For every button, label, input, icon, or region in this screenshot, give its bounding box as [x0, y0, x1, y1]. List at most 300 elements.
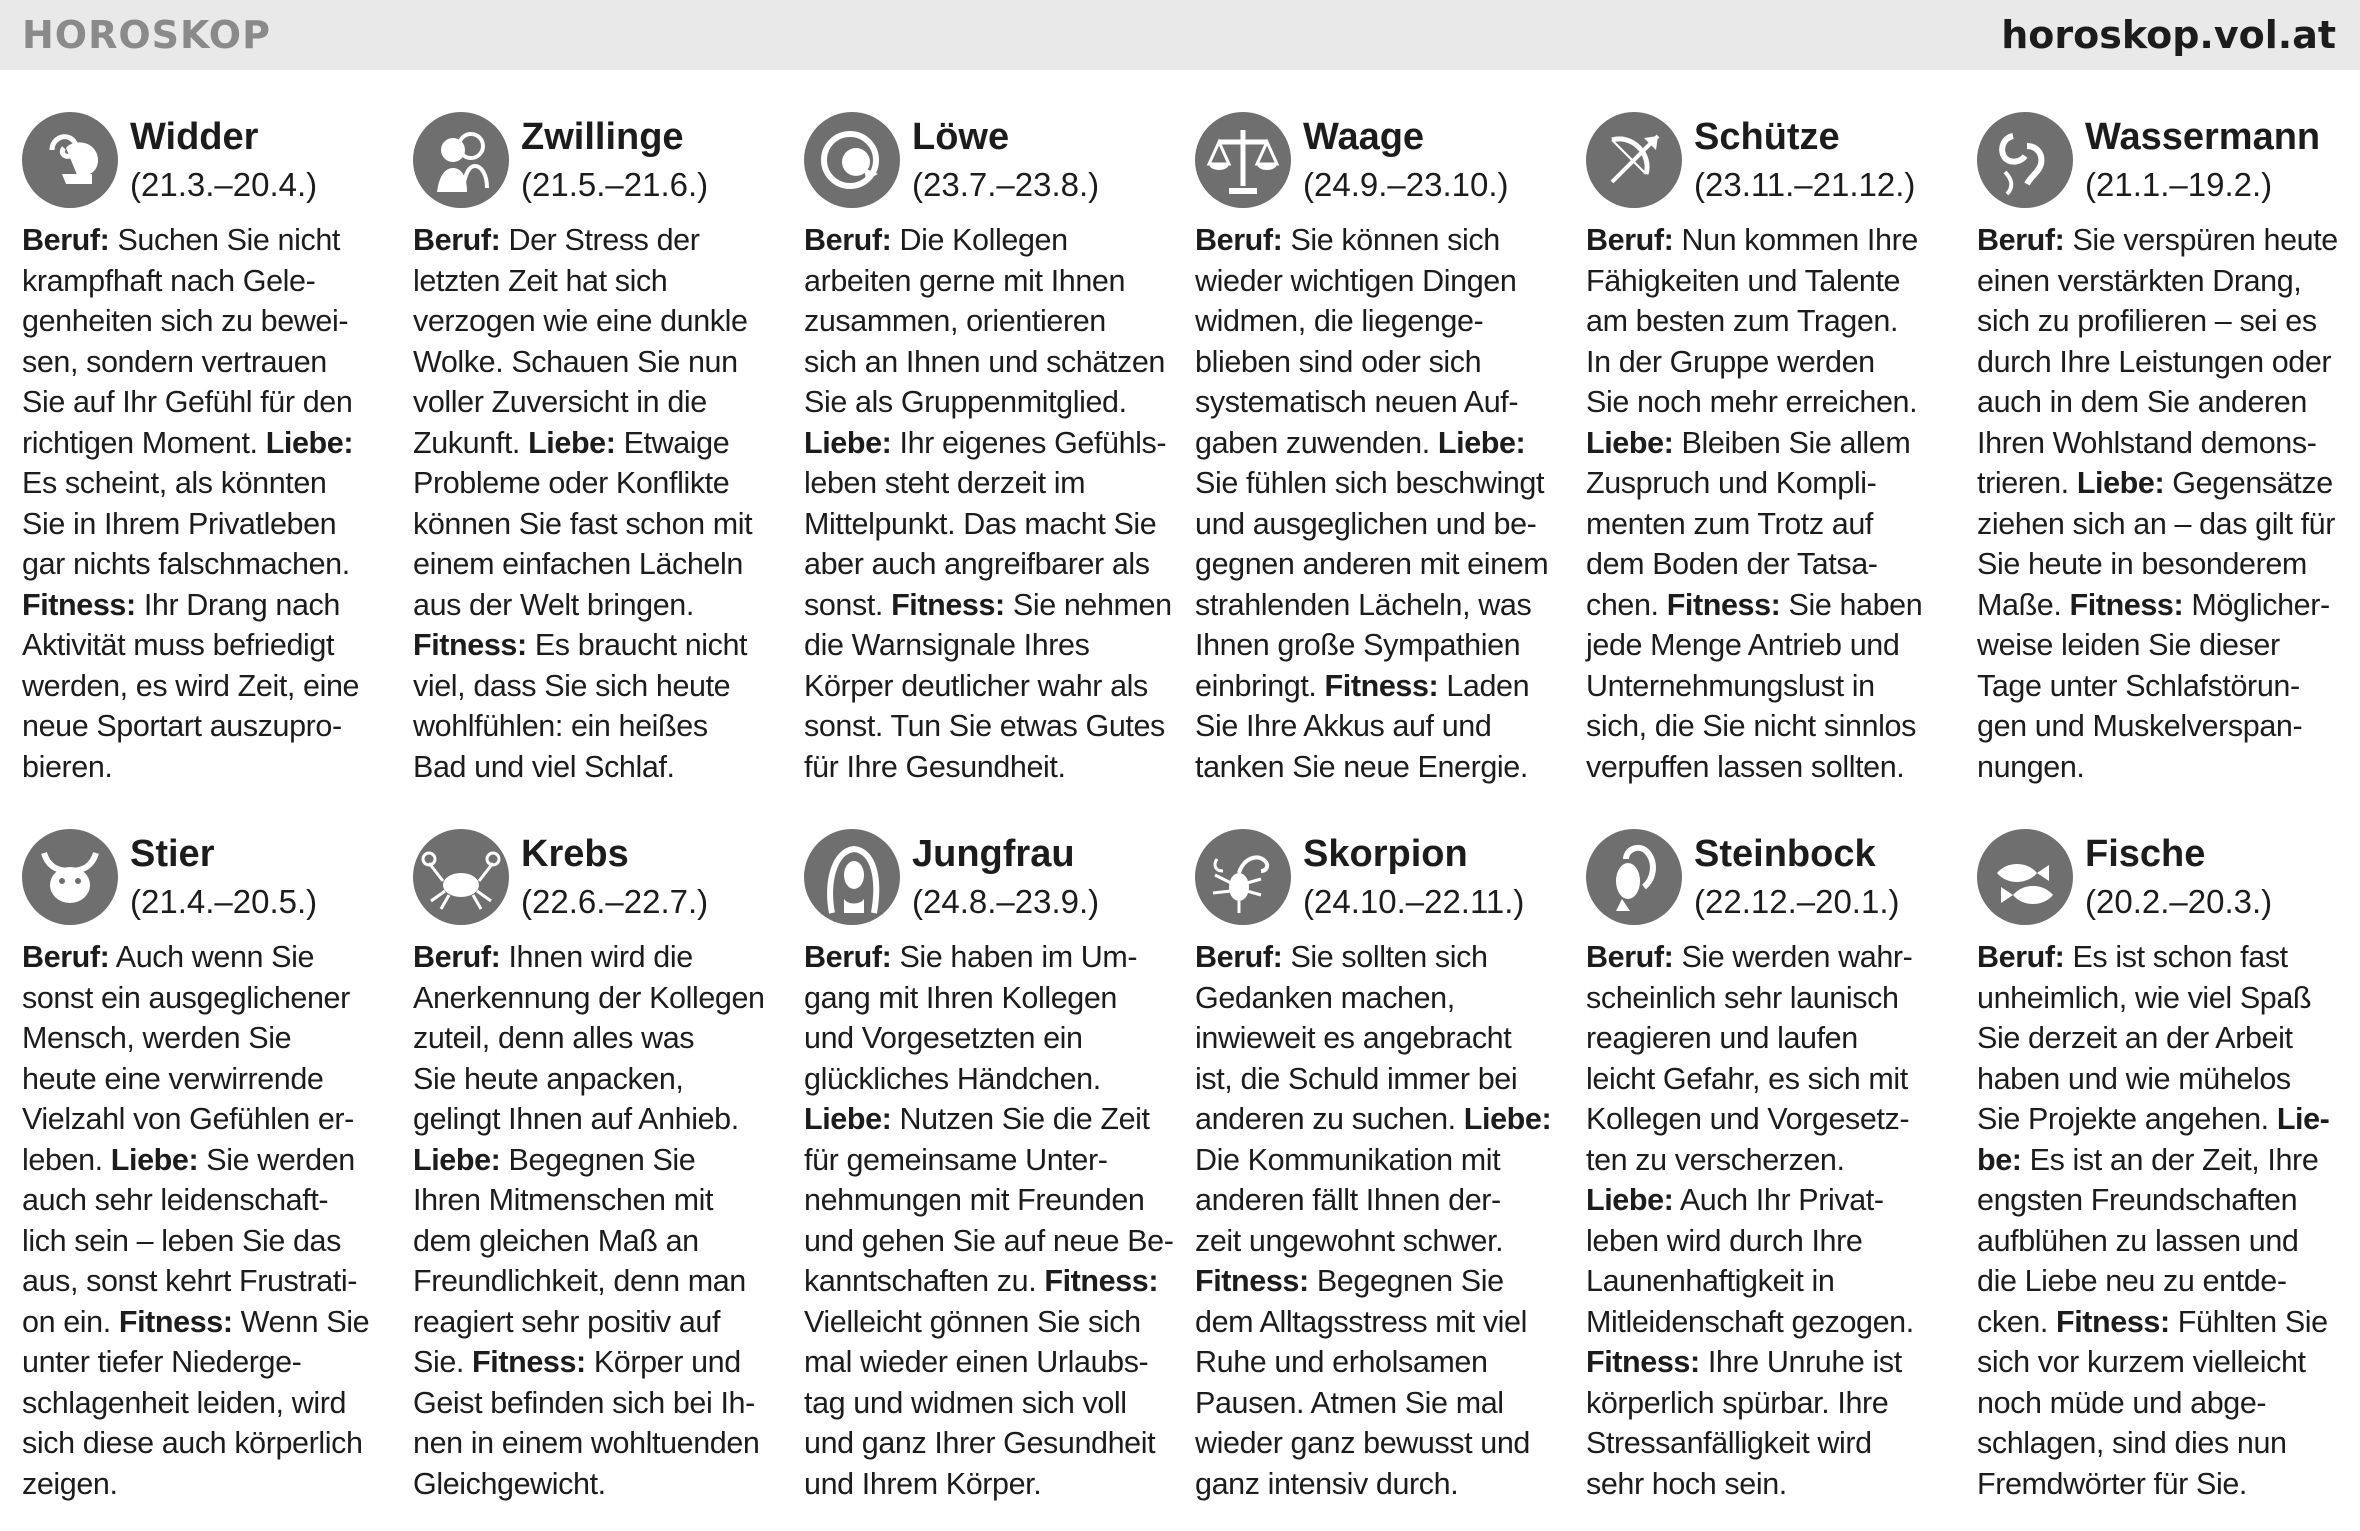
text-segment: cken. [1977, 1304, 2056, 1339]
text-line [804, 937, 1170, 978]
text-line [22, 382, 388, 423]
text-line [1586, 1302, 1952, 1343]
sign-dates: (21.1.–19.2.) [2085, 166, 2273, 203]
text-line [804, 423, 1170, 464]
sign-dates: (21.5.–21.6.) [521, 166, 709, 203]
text-line [1586, 937, 1952, 978]
text-line [1586, 544, 1952, 585]
text-segment: Kollegen und Vorgesetz- [1586, 1102, 1910, 1136]
leo-lion-icon [804, 112, 900, 208]
text-segment: gegnen anderen mit einem [1195, 547, 1549, 581]
text-line [1586, 666, 1952, 707]
text-line [804, 504, 1170, 545]
text-segment: strahlenden Lächeln, was [1195, 587, 1532, 622]
text-segment: unheimlich, wie viel Spaß [1977, 980, 2312, 1015]
text-line [1586, 463, 1952, 504]
section-label: Liebe: [1437, 425, 1526, 460]
text-line [804, 261, 1170, 302]
section-label: Lie- [2276, 1102, 2330, 1136]
text-line [22, 585, 388, 626]
text-line [1977, 1423, 2343, 1464]
text-line [413, 1221, 779, 1262]
text-segment: Vielleicht gönnen Sie sich [804, 1304, 1141, 1339]
sign-header [22, 829, 388, 929]
text-line [1195, 585, 1561, 626]
text-line [1586, 706, 1952, 747]
text-line [1586, 1383, 1952, 1424]
sign-name: Skorpion [1303, 833, 1468, 875]
text-line [1977, 261, 2343, 302]
text-segment: Zuspruch und Kompli- [1586, 466, 1877, 500]
text-segment: anderen zu suchen. [1195, 1102, 1464, 1136]
section-label: Fitness: [891, 587, 1005, 622]
text-line [804, 706, 1170, 747]
text-line [1195, 463, 1561, 504]
text-line [1586, 301, 1952, 342]
text-segment: ten zu verscherzen. [1586, 1142, 1845, 1177]
text-segment: Ihren Wohlstand demons- [1977, 425, 2317, 460]
text-line [1977, 382, 2343, 423]
text-segment: inwieweit es angebracht [1195, 1021, 1512, 1055]
text-segment: Sie werden [198, 1142, 355, 1177]
text-line [1977, 1261, 2343, 1302]
section-label: Fitness: [1044, 1264, 1159, 1298]
text-segment: anderen fällt Ihnen der- [1195, 1183, 1501, 1217]
text-line [413, 1342, 779, 1383]
text-line [1195, 625, 1561, 666]
section-label: Beruf: [1977, 940, 2065, 974]
text-line [1977, 625, 2343, 666]
text-line [1586, 1342, 1952, 1383]
text-segment: Sie verspüren heute [2064, 223, 2338, 257]
text-segment: Auch Ihr Privat- [1673, 1183, 1884, 1217]
text-line [22, 1099, 388, 1140]
horoscope-skorpion [1195, 829, 1561, 1504]
text-segment: für gemeinsame Unter- [804, 1142, 1108, 1177]
sign-header [1977, 829, 2343, 929]
text-segment: Begegnen Sie [1308, 1264, 1504, 1298]
text-line [22, 1423, 388, 1464]
cancer-crab-icon [413, 829, 509, 925]
sign-text [804, 220, 1170, 787]
sign-name: Steinbock [1694, 833, 1876, 875]
section-label: Beruf: [413, 223, 501, 257]
text-segment: Probleme oder Konflikte [413, 466, 730, 500]
text-line [1195, 1423, 1561, 1464]
sign-text [1195, 220, 1561, 787]
text-line [1586, 1099, 1952, 1140]
horoscope-stier [22, 829, 388, 1504]
text-segment: Es ist schon fast [2064, 940, 2288, 974]
section-label: Beruf: [22, 223, 110, 257]
text-segment: sich zu profilieren – sei es [1977, 304, 2317, 338]
sign-text [1977, 220, 2343, 787]
text-segment: dem Boden der Tatsa- [1586, 547, 1878, 581]
sign-text [413, 220, 779, 787]
sign-header [804, 112, 1170, 212]
text-segment: genheiten sich zu bewei- [22, 304, 349, 338]
text-line [1195, 666, 1561, 707]
text-line [1195, 220, 1561, 261]
sign-header [22, 112, 388, 212]
text-segment: trieren. [1977, 466, 2077, 500]
sign-dates: (24.10.–22.11.) [1303, 883, 1525, 920]
text-segment: die Liebe neu zu entde- [1977, 1264, 2287, 1298]
text-line [1586, 978, 1952, 1019]
text-line [1195, 1099, 1561, 1140]
text-line [22, 342, 388, 383]
text-segment: systematisch neuen Auf- [1195, 385, 1519, 419]
text-line [22, 1261, 388, 1302]
text-line [413, 220, 779, 261]
text-segment: ist, die Schuld immer bei [1195, 1061, 1518, 1096]
text-line [804, 1383, 1170, 1424]
text-segment: verpuffen lassen sollten. [1586, 749, 1905, 784]
text-segment: nungen. [1977, 749, 2085, 784]
text-segment: aus der Welt bringen. [413, 587, 694, 622]
text-line [413, 382, 779, 423]
text-line [1586, 1261, 1952, 1302]
text-segment: Sie in Ihrem Privatleben [22, 506, 337, 541]
text-segment: Auch wenn Sie [109, 940, 315, 974]
text-segment: weise leiden Sie dieser [1977, 628, 2280, 662]
text-segment: richtigen Moment. [22, 425, 266, 460]
text-line [1977, 1383, 2343, 1424]
text-segment: Ihnen wird die [500, 940, 693, 974]
text-segment: Ihr eigenes Gefühls- [891, 425, 1167, 460]
section-label: Fitness: [2055, 1304, 2170, 1339]
text-segment: bieren. [22, 749, 113, 784]
text-line [1195, 1140, 1561, 1181]
text-segment: Sie heute anpacken, [413, 1061, 684, 1096]
text-segment: und Ihrem Körper. [804, 1466, 1042, 1501]
text-line [804, 1423, 1170, 1464]
text-segment: einem einfachen Lächeln [413, 547, 743, 581]
text-segment: kanntschaften zu. [804, 1264, 1045, 1298]
text-line [804, 666, 1170, 707]
text-line [413, 585, 779, 626]
text-segment: Sie als Gruppenmitglied. [804, 385, 1127, 419]
sign-text [22, 220, 388, 787]
text-segment: voller Zuversicht in die [413, 385, 707, 419]
text-line [804, 1221, 1174, 1262]
section-label: Beruf: [804, 940, 892, 974]
section-label: Beruf: [1586, 223, 1674, 257]
text-segment: on ein. [22, 1304, 119, 1339]
text-line [413, 1099, 779, 1140]
text-segment: auch in dem Sie anderen [1977, 385, 2307, 419]
section-label: Liebe: [413, 1142, 501, 1177]
text-segment: einbringt. [1195, 668, 1325, 703]
sign-header [1977, 112, 2343, 212]
text-segment: tanken Sie neue Energie. [1195, 749, 1528, 784]
section-label: Beruf: [413, 940, 501, 974]
sign-text [804, 937, 1174, 1504]
text-segment: Sie Ihre Akkus auf und [1195, 709, 1492, 743]
sign-text [1195, 937, 1561, 1504]
text-line [1586, 261, 1952, 302]
text-line [1195, 706, 1561, 747]
section-label: Fitness: [22, 587, 136, 622]
text-line [1195, 301, 1561, 342]
text-line [1195, 1261, 1561, 1302]
text-line [804, 1140, 1170, 1181]
sign-text [1586, 937, 1952, 1504]
text-segment: Vielzahl von Gefühlen er- [22, 1102, 354, 1136]
text-segment: zeit ungewohnt schwer. [1195, 1223, 1504, 1258]
section-label: Liebe: [2076, 466, 2165, 500]
text-line [1977, 504, 2343, 545]
text-line [804, 382, 1170, 423]
section-label: Liebe: [1586, 1183, 1674, 1217]
capricorn-ibex-icon [1586, 829, 1682, 925]
text-line [413, 1302, 779, 1343]
text-line [1586, 1018, 1952, 1059]
text-line [22, 978, 388, 1019]
text-line [1586, 585, 1952, 626]
section-label: Beruf: [1586, 940, 1674, 974]
text-segment: Es braucht nicht [526, 628, 748, 662]
text-segment: durch Ihre Leistungen oder [1977, 344, 2332, 379]
sign-name: Krebs [521, 833, 629, 875]
text-line [413, 301, 779, 342]
text-line [22, 1018, 388, 1059]
text-segment: menten zum Trotz auf [1586, 506, 1873, 541]
horoscope-löwe [804, 112, 1170, 787]
text-segment: haben und wie mühelos [1977, 1061, 2291, 1096]
text-segment: und ausgeglichen und be- [1195, 506, 1537, 541]
section-label: Fitness: [1666, 587, 1781, 622]
aries-ram-icon [22, 112, 118, 208]
text-line [1586, 1464, 1952, 1505]
text-line [804, 978, 1170, 1019]
text-segment: sich an Ihnen und schätzen [804, 344, 1165, 379]
text-segment: Fühlten Sie [2169, 1304, 2328, 1339]
text-line [1586, 747, 1952, 788]
text-line [804, 1180, 1170, 1221]
text-segment: Wolke. Schauen Sie nun [413, 344, 738, 379]
text-segment: heute eine verwirrende [22, 1061, 324, 1096]
text-segment: Der Stress der [500, 223, 700, 257]
text-segment: blieben sind oder sich [1195, 344, 1482, 379]
text-segment: Gedanken machen, [1195, 980, 1455, 1015]
sign-dates: (23.11.–21.12.) [1694, 166, 1916, 203]
text-line [22, 220, 388, 261]
text-line [1977, 747, 2343, 788]
text-segment: Maße. [1977, 587, 2070, 622]
text-line [1195, 261, 1561, 302]
text-segment: Mensch, werden Sie [22, 1021, 292, 1055]
text-line [413, 1261, 779, 1302]
text-line [22, 301, 388, 342]
site-link[interactable]: horoskop.vol.at [2001, 13, 2336, 57]
text-segment: Ihnen große Sympathien [1195, 628, 1521, 662]
text-line [1195, 978, 1561, 1019]
text-segment: viel, dass Sie sich heute [413, 668, 731, 703]
sign-text [22, 937, 388, 1504]
libra-scales-icon [1195, 112, 1291, 208]
text-segment: Gleichgewicht. [413, 1466, 606, 1501]
text-segment: Gegensätze [2164, 466, 2333, 500]
section-label: Liebe: [804, 425, 892, 460]
text-segment: gaben zuwenden. [1195, 425, 1438, 460]
sign-dates: (23.7.–23.8.) [912, 166, 1100, 203]
section-label: Beruf: [1195, 940, 1283, 974]
text-segment: dem Alltagsstress mit viel [1195, 1304, 1527, 1339]
sign-text [1977, 937, 2343, 1504]
text-line [413, 504, 779, 545]
text-line [804, 1099, 1170, 1140]
section-label: Beruf: [1195, 223, 1283, 257]
text-segment: sehr hoch sein. [1586, 1466, 1787, 1501]
text-line [1195, 382, 1561, 423]
text-line [804, 1059, 1170, 1100]
sign-header [1195, 829, 1561, 929]
horoscope-jungfrau [804, 829, 1174, 1504]
text-segment: gelingt Ihnen auf Anhieb. [413, 1102, 739, 1136]
section-label: Fitness: [1586, 1345, 1700, 1379]
text-line [22, 1383, 388, 1424]
text-line [1195, 1018, 1561, 1059]
text-segment: neue Sportart auszupro- [22, 709, 342, 743]
text-segment: Freundlichkeit, denn man [413, 1264, 746, 1298]
text-segment: und ganz Ihrer Gesundheit [804, 1426, 1156, 1460]
text-segment: sich vor kurzem vielleicht [1977, 1345, 2306, 1379]
text-line [1586, 1140, 1952, 1181]
page-header [0, 0, 2360, 70]
text-line [1586, 1180, 1952, 1221]
text-segment: gar nichts falschmachen. [22, 547, 350, 581]
sign-dates: (22.6.–22.7.) [521, 883, 709, 920]
sign-text [413, 937, 779, 1504]
text-line [1977, 1099, 2343, 1140]
text-line [413, 463, 779, 504]
sign-name: Zwillinge [521, 116, 684, 158]
text-line [413, 1180, 779, 1221]
text-segment: Tage unter Schlafstörun- [1977, 668, 2300, 703]
text-segment: Unternehmungslust in [1586, 668, 1875, 703]
text-line [413, 1140, 779, 1181]
text-segment: wieder ganz bewusst und [1195, 1426, 1530, 1460]
sign-header [1586, 112, 1952, 212]
text-segment: und gehen Sie auf neue Be- [804, 1223, 1174, 1258]
text-segment: Aktivität muss befriedigt [22, 628, 335, 662]
text-line [413, 666, 779, 707]
text-line [1977, 1059, 2343, 1100]
text-segment: Zukunft. [413, 425, 529, 460]
text-line [22, 261, 388, 302]
text-segment: Sie sollten sich [1282, 940, 1488, 974]
text-line [804, 1018, 1170, 1059]
text-line [22, 747, 388, 788]
section-label: Beruf: [1977, 223, 2065, 257]
text-line [1586, 1423, 1952, 1464]
text-line [1195, 1180, 1561, 1221]
text-segment: auch sehr leidenschaft- [22, 1183, 329, 1217]
text-line [413, 978, 779, 1019]
text-segment: Bad und viel Schlaf. [413, 749, 675, 784]
text-segment: Ihr Drang nach [135, 587, 340, 622]
text-line [22, 937, 388, 978]
text-line [1977, 544, 2343, 585]
sign-name: Fische [2085, 833, 2206, 875]
text-line [1977, 423, 2343, 464]
text-segment: Es ist an der Zeit, Ihre [2021, 1142, 2319, 1177]
text-segment: die Warnsignale Ihres [804, 628, 1090, 662]
text-segment: reagieren und laufen [1586, 1021, 1858, 1055]
text-segment: Nun kommen Ihre [1673, 223, 1918, 257]
text-segment: nen in einem wohltuenden [413, 1426, 760, 1460]
text-line [22, 544, 388, 585]
text-line [1195, 1221, 1561, 1262]
text-segment: widmen, die liegenge- [1195, 304, 1484, 338]
text-segment: einen verstärkten Drang, [1977, 263, 2302, 298]
text-segment: zuteil, denn alles was [413, 1021, 695, 1055]
section-label: Fitness: [118, 1304, 233, 1339]
text-line [804, 625, 1170, 666]
text-line [1195, 1302, 1561, 1343]
text-line [22, 666, 388, 707]
text-line [22, 625, 388, 666]
horoscope-waage [1195, 112, 1561, 787]
text-line [1977, 220, 2343, 261]
text-segment: Die Kommunikation mit [1195, 1142, 1501, 1177]
text-segment: aber auch angreifbarer als [804, 547, 1150, 581]
text-line [1977, 585, 2343, 626]
text-line [413, 1423, 779, 1464]
text-segment: sonst. Tun Sie etwas Gutes [804, 709, 1165, 743]
text-segment: scheinlich sehr launisch [1586, 980, 1899, 1015]
text-segment: Körper deutlicher wahr als [804, 668, 1148, 703]
sign-dates: (24.8.–23.9.) [912, 883, 1100, 920]
text-segment: Bleiben Sie allem [1673, 425, 1911, 460]
text-segment: körperlich spürbar. Ihre [1586, 1385, 1889, 1420]
text-segment: nehmungen mit Freunden [804, 1183, 1145, 1217]
text-line [22, 1302, 388, 1343]
sign-header [413, 112, 779, 212]
text-segment: und Vorgesetzten ein [804, 1021, 1083, 1055]
text-line [804, 747, 1170, 788]
text-line [1977, 666, 2343, 707]
text-segment: für Ihre Gesundheit. [804, 749, 1066, 784]
text-line [804, 544, 1170, 585]
text-line [1195, 1342, 1561, 1383]
text-segment: Mitleidenschaft gezogen. [1586, 1304, 1914, 1339]
sign-name: Jungfrau [912, 833, 1075, 875]
text-segment: chen. [1586, 587, 1667, 622]
text-line [1977, 463, 2343, 504]
text-segment: zusammen, orientieren [804, 304, 1106, 338]
text-line [413, 747, 779, 788]
section-label: Fitness: [1195, 1264, 1309, 1298]
text-line [1977, 1018, 2343, 1059]
text-line [22, 1221, 388, 1262]
text-segment: Körper und [585, 1345, 741, 1379]
text-segment: Sie werden wahr- [1673, 940, 1913, 974]
horoscope-widder [22, 112, 388, 787]
sign-dates: (21.3.–20.4.) [130, 166, 318, 203]
text-segment: schlagenheit leiden, wird [22, 1385, 347, 1420]
text-segment: werden, es wird Zeit, eine [22, 668, 360, 703]
text-segment: Sie haben im Um- [891, 940, 1138, 974]
text-segment: In der Gruppe werden [1586, 344, 1875, 379]
text-line [1977, 937, 2343, 978]
text-segment: Möglicher- [2183, 587, 2330, 622]
text-segment: leben steht derzeit im [804, 466, 1086, 500]
text-line [1977, 706, 2343, 747]
text-line [804, 1464, 1170, 1505]
sign-name: Löwe [912, 116, 1010, 158]
